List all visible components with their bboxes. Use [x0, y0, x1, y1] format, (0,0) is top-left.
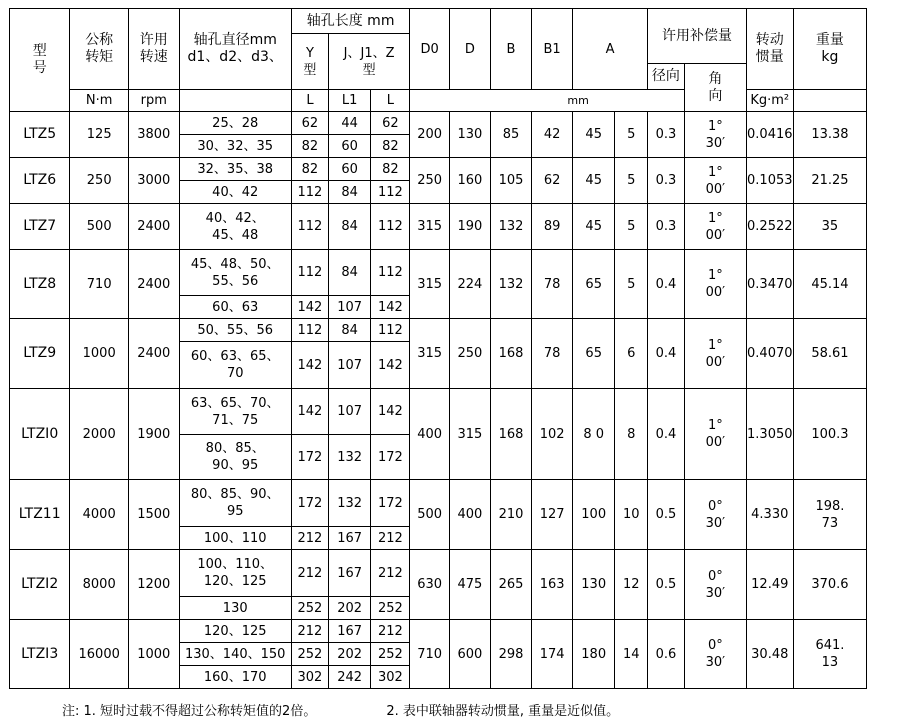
footnote [62, 700, 619, 719]
cell-inertia: 0.3470 [747, 250, 794, 319]
cell-bore: 60、63、65、 70 [179, 342, 291, 389]
cell-L1: 60 [328, 158, 371, 181]
cell-n: 12 [615, 550, 648, 620]
cell-D: 190 [450, 204, 491, 250]
cell-L: 172 [291, 480, 328, 527]
bore-sub-label: d1、d2、d3、 [187, 49, 283, 65]
table-row [10, 250, 918, 296]
cell-radial: 0.4 [648, 389, 685, 480]
cell-n: 5 [615, 204, 648, 250]
cell-L1: 202 [328, 643, 371, 666]
cell-L: 112 [291, 250, 328, 296]
cell-n: 5 [615, 250, 648, 319]
cell-L-b: 212 [371, 620, 410, 643]
cell-L-b: 212 [371, 550, 410, 597]
cell-angular: 1° 00′ [684, 319, 746, 389]
cell-L-b: 172 [371, 435, 410, 480]
cell-L-b: 142 [371, 342, 410, 389]
cell-L1: 44 [328, 112, 371, 135]
cell-speed: 1000 [128, 620, 179, 689]
table-row [10, 158, 918, 181]
cell-L-b: 252 [371, 597, 410, 620]
header-bore-blank [179, 90, 291, 112]
cell-weight: 198. 73 [793, 480, 867, 550]
table-row [10, 480, 918, 527]
table-row [10, 550, 918, 597]
cell-bore: 32、35、38 [179, 158, 291, 181]
cell-angular: 1° 00′ [684, 204, 746, 250]
cell-inertia: 1.3050 [747, 389, 794, 480]
cell-angular: 0° 30′ [684, 550, 746, 620]
cell-radial: 0.3 [648, 158, 685, 204]
cell-D0: 315 [410, 204, 450, 250]
cell-D0: 315 [410, 250, 450, 319]
cell-B1: 78 [532, 250, 573, 319]
cell-weight: 21.25 [793, 158, 867, 204]
cell-L: 142 [291, 296, 328, 319]
cell-model: LTZ9 [10, 319, 70, 389]
cell-D0: 710 [410, 620, 450, 689]
cell-angular: 0° 30′ [684, 480, 746, 550]
cell-model: LTZ11 [10, 480, 70, 550]
header-D0: D0 [410, 9, 450, 90]
cell-angular: 1° 30′ [684, 112, 746, 158]
header-radial: 径向 [648, 64, 685, 90]
cell-inertia: 0.1053 [747, 158, 794, 204]
cell-radial: 0.6 [648, 620, 685, 689]
cell-speed: 1500 [128, 480, 179, 550]
cell-L: 212 [291, 620, 328, 643]
cell-weight: 13.38 [793, 112, 867, 158]
cell-n: 5 [615, 112, 648, 158]
cell-B1: 174 [532, 620, 573, 689]
cell-L1: 84 [328, 181, 371, 204]
cell-bore: 50、55、56 [179, 319, 291, 342]
cell-A: 8 0 [572, 389, 615, 480]
header-angular: 角 向 [684, 64, 746, 112]
cell-L: 62 [291, 112, 328, 135]
table-row [10, 319, 918, 342]
cell-D: 250 [450, 319, 491, 389]
cell-B: 85 [490, 112, 532, 158]
cell-L: 252 [291, 643, 328, 666]
cell-n: 14 [615, 620, 648, 689]
cell-bore: 30、32、35 [179, 135, 291, 158]
cell-B1: 89 [532, 204, 573, 250]
cell-L1: 202 [328, 597, 371, 620]
header-mm-unit: mm [410, 90, 747, 112]
cell-L-b: 112 [371, 250, 410, 296]
cell-D: 600 [450, 620, 491, 689]
cell-L1: 132 [328, 435, 371, 480]
cell-A: 100 [572, 480, 615, 550]
cell-D: 160 [450, 158, 491, 204]
header-bore-length: 轴孔长度 mm [291, 9, 409, 34]
header-L: L [291, 90, 328, 112]
cell-bore: 100、110 [179, 527, 291, 550]
cell-inertia: 12.49 [747, 550, 794, 620]
cell-L-b: 82 [371, 158, 410, 181]
cell-L: 82 [291, 158, 328, 181]
cell-B: 298 [490, 620, 532, 689]
cell-B: 132 [490, 250, 532, 319]
cell-B1: 102 [532, 389, 573, 480]
cell-L: 142 [291, 342, 328, 389]
cell-torque: 710 [70, 250, 129, 319]
cell-L: 302 [291, 666, 328, 689]
header-speed: 许用 转速 [128, 9, 179, 90]
cell-weight: 641. 13 [793, 620, 867, 689]
cell-L-b: 142 [371, 296, 410, 319]
cell-bore: 40、42、 45、48 [179, 204, 291, 250]
cell-L1: 60 [328, 135, 371, 158]
cell-model: LTZ7 [10, 204, 70, 250]
cell-L-b: 82 [371, 135, 410, 158]
cell-B: 210 [490, 480, 532, 550]
cell-model: LTZI0 [10, 389, 70, 480]
footnote-2: 2. 表中联轴器转动惯量, 重量是近似值。 [386, 704, 620, 719]
cell-L: 252 [291, 597, 328, 620]
cell-L: 112 [291, 181, 328, 204]
cell-L-b: 112 [371, 319, 410, 342]
cell-n: 10 [615, 480, 648, 550]
cell-D0: 500 [410, 480, 450, 550]
cell-D0: 630 [410, 550, 450, 620]
cell-A: 65 [572, 250, 615, 319]
header-torque: 公称 转矩 [70, 9, 129, 90]
cell-torque: 4000 [70, 480, 129, 550]
cell-inertia: 0.4070 [747, 319, 794, 389]
cell-L-b: 302 [371, 666, 410, 689]
cell-speed: 2400 [128, 250, 179, 319]
table-row [10, 389, 918, 435]
header-B1: B1 [532, 9, 573, 90]
cell-angular: 0° 30′ [684, 620, 746, 689]
cell-angular: 1° 00′ [684, 158, 746, 204]
cell-radial: 0.3 [648, 112, 685, 158]
cell-model: LTZI2 [10, 550, 70, 620]
cell-bore: 63、65、70、 71、75 [179, 389, 291, 435]
cell-bore: 40、42 [179, 181, 291, 204]
header-y-type: Y 型 [291, 34, 328, 90]
cell-angular: 1° 00′ [684, 389, 746, 480]
cell-torque: 16000 [70, 620, 129, 689]
cell-speed: 2400 [128, 204, 179, 250]
cell-D: 130 [450, 112, 491, 158]
header-speed-unit: rpm [128, 90, 179, 112]
cell-bore: 130、140、150 [179, 643, 291, 666]
cell-speed: 1900 [128, 389, 179, 480]
cell-bore: 45、48、50、 55、56 [179, 250, 291, 296]
cell-radial: 0.3 [648, 204, 685, 250]
cell-n: 8 [615, 389, 648, 480]
header-torque-unit: N·m [70, 90, 129, 112]
cell-model: LTZI3 [10, 620, 70, 689]
cell-B1: 62 [532, 158, 573, 204]
cell-D: 224 [450, 250, 491, 319]
cell-L1: 132 [328, 480, 371, 527]
cell-bore: 160、170 [179, 666, 291, 689]
cell-D0: 315 [410, 319, 450, 389]
cell-L: 142 [291, 389, 328, 435]
header-inertia: 转动 惯量 [747, 9, 794, 90]
cell-model: LTZ8 [10, 250, 70, 319]
cell-bore: 60、63 [179, 296, 291, 319]
cell-L: 212 [291, 527, 328, 550]
cell-L-b: 142 [371, 389, 410, 435]
cell-A: 130 [572, 550, 615, 620]
cell-inertia: 30.48 [747, 620, 794, 689]
cell-A: 45 [572, 158, 615, 204]
cell-L-b: 212 [371, 527, 410, 550]
cell-n: 6 [615, 319, 648, 389]
cell-D0: 400 [410, 389, 450, 480]
cell-bore: 80、85、 90、95 [179, 435, 291, 480]
cell-L1: 167 [328, 527, 371, 550]
cell-bore: 80、85、90、 95 [179, 480, 291, 527]
cell-B: 105 [490, 158, 532, 204]
header-D: D [450, 9, 491, 90]
cell-L1: 107 [328, 389, 371, 435]
cell-L: 172 [291, 435, 328, 480]
cell-weight: 35 [793, 204, 867, 250]
cell-B: 132 [490, 204, 532, 250]
cell-speed: 1200 [128, 550, 179, 620]
bore-label: 轴孔直径mm [193, 32, 277, 48]
header-weight-blank [793, 90, 867, 112]
cell-speed: 3000 [128, 158, 179, 204]
header-L1: L1 [328, 90, 371, 112]
cell-torque: 250 [70, 158, 129, 204]
cell-L: 212 [291, 550, 328, 597]
weight-unit: kg [821, 49, 839, 65]
cell-L1: 84 [328, 250, 371, 296]
cell-bore: 120、125 [179, 620, 291, 643]
cell-D: 475 [450, 550, 491, 620]
cell-D0: 200 [410, 112, 450, 158]
cell-L1: 84 [328, 204, 371, 250]
table-row [10, 112, 918, 135]
cell-B1: 163 [532, 550, 573, 620]
cell-D: 400 [450, 480, 491, 550]
cell-radial: 0.5 [648, 550, 685, 620]
cell-bore: 25、28 [179, 112, 291, 135]
header-jz-type: J、J1、Z 型 [328, 34, 409, 90]
cell-L1: 84 [328, 319, 371, 342]
cell-weight: 370.6 [793, 550, 867, 620]
cell-B: 168 [490, 389, 532, 480]
cell-weight: 100.3 [793, 389, 867, 480]
cell-D: 315 [450, 389, 491, 480]
cell-D0: 250 [410, 158, 450, 204]
header-bore-diameter [179, 9, 291, 90]
cell-L: 112 [291, 204, 328, 250]
header-weight [793, 9, 867, 90]
cell-inertia: 0.2522 [747, 204, 794, 250]
cell-model: LTZ6 [10, 158, 70, 204]
table-row [10, 620, 918, 643]
header-B: B [490, 9, 532, 90]
cell-inertia: 4.330 [747, 480, 794, 550]
cell-torque: 8000 [70, 550, 129, 620]
header-compensation: 许用补偿量 [648, 9, 747, 64]
cell-speed: 3800 [128, 112, 179, 158]
cell-L-b: 252 [371, 643, 410, 666]
cell-torque: 1000 [70, 319, 129, 389]
cell-B1: 127 [532, 480, 573, 550]
cell-torque: 2000 [70, 389, 129, 480]
cell-L1: 107 [328, 296, 371, 319]
cell-bore: 100、110、 120、125 [179, 550, 291, 597]
cell-n: 5 [615, 158, 648, 204]
cell-B1: 42 [532, 112, 573, 158]
footnote-1: 注: 1. 短时过载不得超过公称转矩值的2倍。 [62, 704, 317, 719]
cell-weight: 58.61 [793, 319, 867, 389]
cell-L-b: 112 [371, 181, 410, 204]
cell-L1: 167 [328, 550, 371, 597]
header-L-b: L [371, 90, 410, 112]
cell-L1: 242 [328, 666, 371, 689]
cell-L-b: 62 [371, 112, 410, 135]
cell-A: 45 [572, 204, 615, 250]
cell-torque: 125 [70, 112, 129, 158]
header-model: 型 号 [10, 9, 70, 112]
cell-torque: 500 [70, 204, 129, 250]
cell-B1: 78 [532, 319, 573, 389]
cell-L-b: 112 [371, 204, 410, 250]
cell-inertia: 0.0416 [747, 112, 794, 158]
cell-radial: 0.4 [648, 250, 685, 319]
cell-L1: 107 [328, 342, 371, 389]
cell-B: 265 [490, 550, 532, 620]
cell-B: 168 [490, 319, 532, 389]
cell-L: 112 [291, 319, 328, 342]
cell-A: 65 [572, 319, 615, 389]
table-row [10, 204, 918, 250]
cell-model: LTZ5 [10, 112, 70, 158]
cell-bore: 130 [179, 597, 291, 620]
cell-angular: 1° 00′ [684, 250, 746, 319]
header-inertia-unit: Kg·m² [747, 90, 794, 112]
cell-weight: 45.14 [793, 250, 867, 319]
cell-L1: 167 [328, 620, 371, 643]
coupling-spec-table [9, 8, 918, 689]
cell-A: 45 [572, 112, 615, 158]
cell-L-b: 172 [371, 480, 410, 527]
cell-L: 82 [291, 135, 328, 158]
header-A: A [572, 9, 647, 90]
cell-A: 180 [572, 620, 615, 689]
cell-radial: 0.4 [648, 319, 685, 389]
cell-radial: 0.5 [648, 480, 685, 550]
weight-label: 重量 [815, 32, 844, 48]
cell-speed: 2400 [128, 319, 179, 389]
